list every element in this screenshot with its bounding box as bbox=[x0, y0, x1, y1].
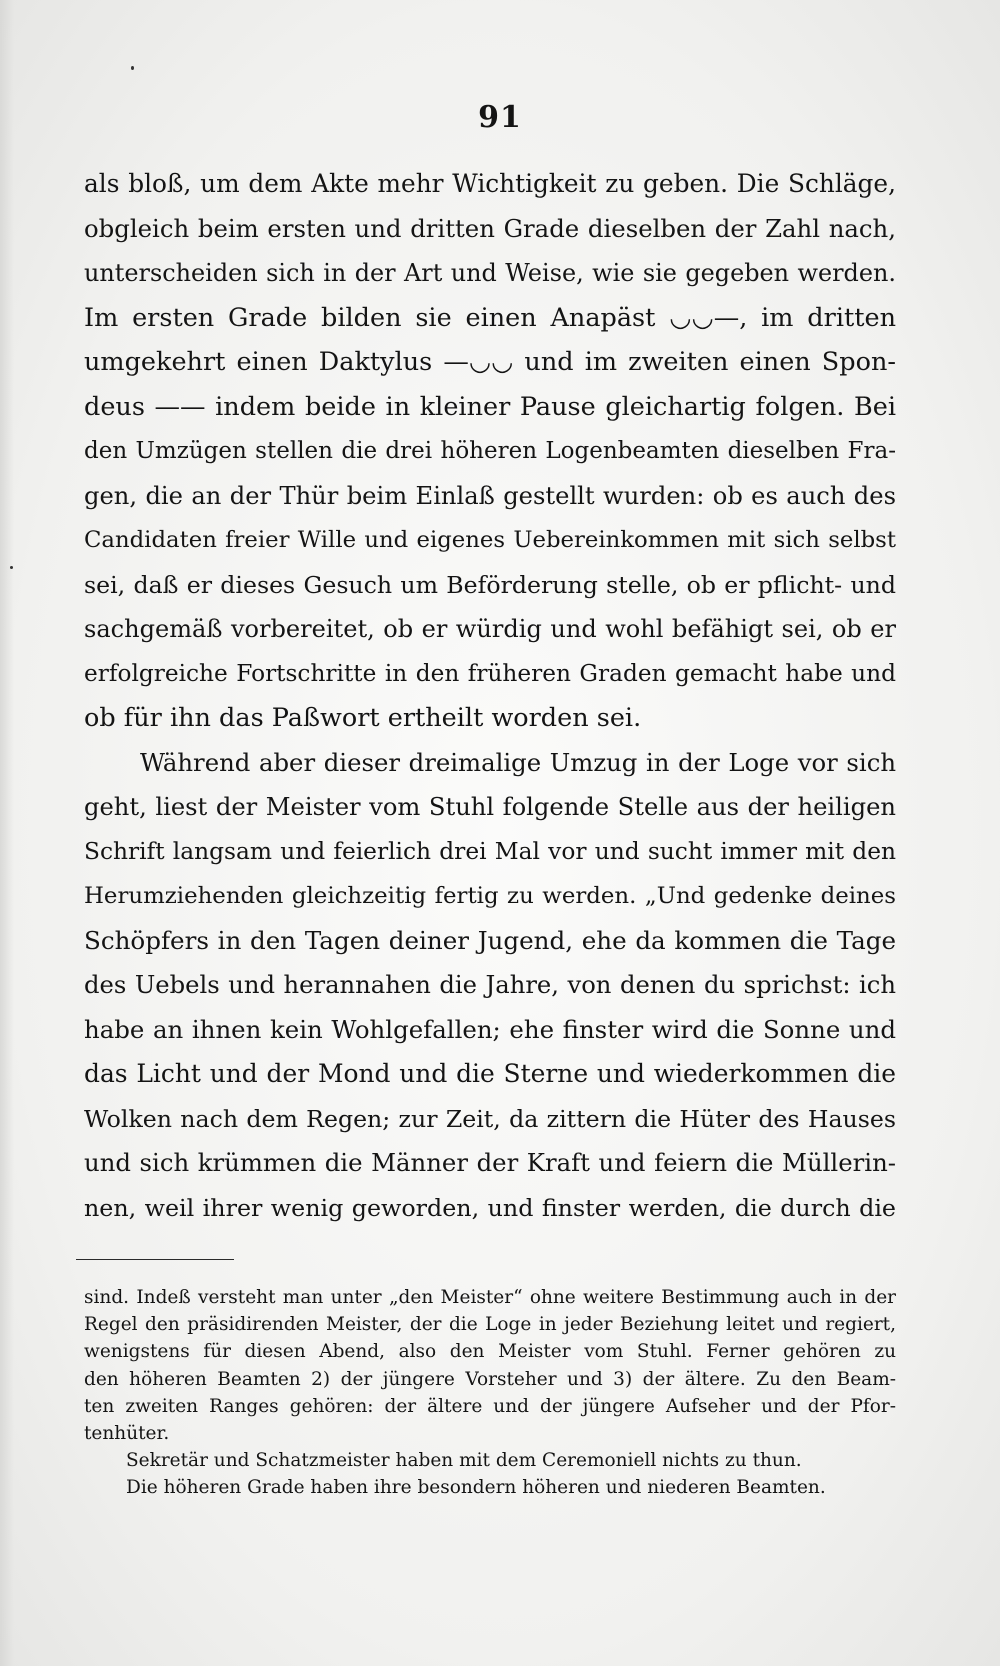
footnote-line: tenhüter. bbox=[84, 1422, 170, 1444]
footnote-line: sind. Indeß versteht man unter „den Meister“ ohne weitere Bestimmung auch in der bbox=[84, 1287, 896, 1308]
body-line: Schrift langsam und feierlich drei Mal vor und sucht immer mit den bbox=[84, 837, 896, 865]
paragraph-start-line: Während aber dieser dreimalige Umzug in der Loge vor sich bbox=[140, 747, 896, 777]
body-line: geht, liest der Meister vom Stuhl folgende Stelle aus der heiligen bbox=[84, 793, 896, 821]
footnote-line: Sekretär und Schatzmeister haben mit dem Ceremoniell nichts zu thun. bbox=[126, 1450, 802, 1472]
page-number: 91 bbox=[478, 100, 522, 135]
body-line: Schöpfers in den Tagen deiner Jugend, ehe da kommen die Tage bbox=[84, 925, 896, 955]
body-line: umgekehrt einen Daktylus —◡◡ und im zweiten einen Spon- bbox=[84, 347, 896, 377]
footnote-line: Die höheren Grade haben ihre besondern höheren und niederen Beamten. bbox=[126, 1477, 826, 1499]
body-line: ob für ihn das Paßwort ertheilt worden sei. bbox=[84, 703, 642, 733]
body-line: als bloß, um dem Akte mehr Wichtigkeit zu geben. Die Schläge, bbox=[84, 169, 896, 198]
speck-mark bbox=[10, 566, 13, 569]
footnote-line: ten zweiten Ranges gehören: der ältere und der jüngere Aufseher und der Pfor- bbox=[84, 1395, 896, 1417]
body-text bbox=[84, 162, 896, 1230]
page-edge-shadow bbox=[0, 0, 14, 1666]
body-line: erfolgreiche Fortschritte in den früheren Graden gemacht habe und bbox=[84, 659, 896, 687]
body-line: Herumziehenden gleichzeitig fertig zu werden. „Und gedenke deines bbox=[84, 883, 896, 909]
footnote-divider bbox=[76, 1259, 234, 1260]
body-line: Im ersten Grade bilden sie einen Anapäst ◡◡—, im dritten bbox=[84, 302, 896, 333]
footnote-line: wenigstens für diesen Abend, also den Meister vom Stuhl. Ferner gehören zu bbox=[84, 1341, 896, 1363]
speck-mark bbox=[131, 66, 134, 70]
body-line: nen, weil ihrer wenig geworden, und finster werden, die durch die bbox=[84, 1193, 896, 1222]
body-line: unterscheiden sich in der Art und Weise, wie sie gegeben werden. bbox=[84, 259, 896, 287]
body-line: das Licht und der Mond und die Sterne und wiederkommen die bbox=[84, 1059, 896, 1088]
body-line: deus —— indem beide in kleiner Pause gleichartig folgen. Bei bbox=[84, 391, 896, 422]
body-line: den Umzügen stellen die drei höheren Logenbeamten dieselben Fra- bbox=[84, 438, 896, 464]
body-line: habe an ihnen kein Wohlgefallen; ehe finster wird die Sonne und bbox=[84, 1014, 896, 1044]
body-line: sei, daß er dieses Gesuch um Beförderung stelle, ob er pflicht- und bbox=[84, 570, 896, 599]
body-line: sachgemäß vorbereitet, ob er würdig und wohl befähigt sei, ob er bbox=[84, 615, 896, 643]
body-line: des Uebels und herannahen die Jahre, von denen du sprichst: ich bbox=[84, 970, 896, 999]
body-line: Candidaten freier Wille und eigenes Uebereinkommen mit sich selbst bbox=[84, 527, 896, 553]
footnote-line: Regel den präsidirenden Meister, der die Loge in jeder Beziehung leitet und regiert, bbox=[84, 1314, 896, 1336]
body-line: gen, die an der Thür beim Einlaß gestellt wurden: ob es auch des bbox=[84, 481, 896, 510]
footnote-line: den höheren Beamten 2) der jüngere Vorsteher und 3) der ältere. Zu den Beam- bbox=[84, 1368, 896, 1390]
body-line: und sich krümmen die Männer der Kraft und feiern die Müllerin- bbox=[84, 1148, 896, 1177]
footnotes bbox=[84, 1284, 896, 1502]
body-line: Wolken nach dem Regen; zur Zeit, da zittern die Hüter des Hauses bbox=[84, 1104, 896, 1133]
body-line: obgleich beim ersten und dritten Grade dieselben der Zahl nach, bbox=[84, 213, 896, 243]
